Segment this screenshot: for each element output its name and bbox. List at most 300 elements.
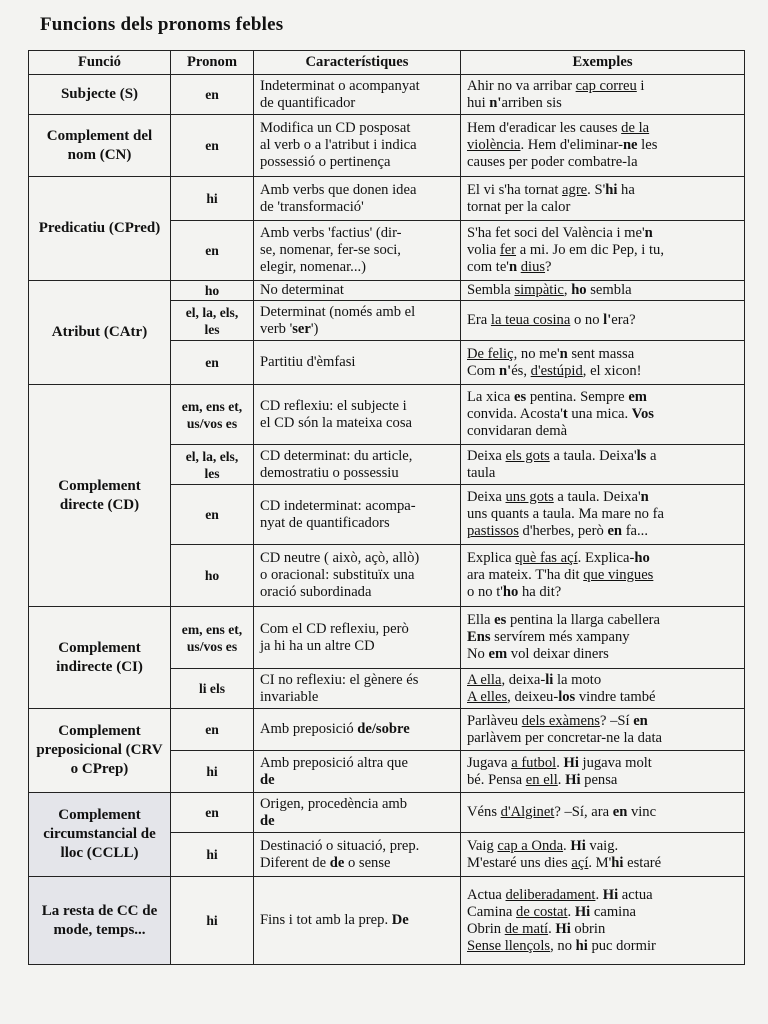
text-segment: o sense <box>344 854 391 871</box>
text-segment: CD determinat: du article, <box>260 447 413 464</box>
text-segment: oració subordinada <box>260 584 372 600</box>
text-segment: Obrin <box>467 920 505 937</box>
underlined-segment: pastissos <box>467 523 519 539</box>
text-segment: Amb preposició altra que <box>260 754 408 771</box>
text-line <box>260 796 454 813</box>
text-line <box>260 755 454 772</box>
text-segment: convidaran demà <box>467 423 568 439</box>
text-segment: Véns <box>467 804 501 820</box>
text-segment: . Hem d'eliminar- <box>520 137 623 153</box>
function-cell: Subjecte (S) <box>29 75 171 115</box>
text-segment: obrin <box>570 920 606 937</box>
text-segment: Amb verbs que donen idea <box>260 181 417 198</box>
text-line <box>260 721 454 738</box>
bold-pronoun: hi <box>605 181 618 198</box>
text-line <box>467 629 738 646</box>
text-line <box>260 550 454 567</box>
text-segment: CD indeterminat: acompa- <box>260 497 416 514</box>
text-segment: . <box>557 771 566 788</box>
underlined-segment: d'estúpid <box>530 362 583 379</box>
text-segment: Modifica un CD posposat <box>260 120 411 136</box>
bold-pronoun: Hi <box>602 886 619 903</box>
text-line <box>260 415 454 432</box>
text-line <box>260 772 454 789</box>
text-segment: demostratiu o possessiu <box>260 464 399 481</box>
text-segment: . <box>567 903 575 920</box>
text-line <box>260 855 454 872</box>
examples-cell <box>461 281 745 301</box>
characteristics-cell <box>254 115 461 177</box>
bold-pronoun: de <box>260 771 275 788</box>
text-segment: Jugava <box>467 754 512 771</box>
text-line <box>467 154 738 171</box>
examples-cell <box>461 545 745 607</box>
text-segment: , <box>563 282 572 298</box>
bold-pronoun: de/sobre <box>357 721 410 737</box>
text-segment: arriben sis <box>501 94 562 111</box>
text-segment: vindre també <box>575 688 656 705</box>
bold-pronoun: ls <box>636 447 647 464</box>
table-row <box>29 385 745 445</box>
text-segment: convida. Acosta' <box>467 406 563 422</box>
text-line <box>260 584 454 601</box>
text-line <box>467 389 738 406</box>
pronoun-functions-table <box>28 50 745 965</box>
bold-pronoun: Vos <box>631 406 654 422</box>
text-line <box>260 199 454 216</box>
text-line <box>260 304 454 321</box>
text-segment: ? <box>545 259 552 275</box>
text-line <box>260 225 454 242</box>
text-segment: o no t' <box>467 584 503 600</box>
text-line <box>260 120 454 137</box>
text-segment: Camina <box>467 903 517 920</box>
text-segment: El vi s'ha tornat <box>467 181 563 198</box>
pronoun-cell: em, ens et, us/vos es <box>171 607 254 669</box>
underlined-segment: açí <box>571 854 589 871</box>
examples-cell <box>461 445 745 485</box>
text-segment: Com el CD reflexiu, però <box>260 620 409 637</box>
bold-pronoun: ho <box>634 550 650 566</box>
underlined-segment: agre <box>562 181 588 198</box>
text-segment: . S' <box>587 181 606 198</box>
text-line <box>467 523 738 540</box>
text-line <box>467 804 738 821</box>
underlined-segment: fer <box>499 242 517 258</box>
text-line <box>467 921 738 938</box>
text-segment: el CD són la mateixa cosa <box>260 414 412 431</box>
characteristics-cell <box>254 607 461 669</box>
pronoun-cell: en <box>171 75 254 115</box>
text-line <box>260 689 454 706</box>
text-line <box>467 904 738 921</box>
pronoun-cell: hi <box>171 751 254 793</box>
characteristics-cell <box>254 669 461 709</box>
text-segment: com te' <box>467 259 509 275</box>
underlined-segment: A elles <box>467 688 508 705</box>
text-line <box>467 95 738 112</box>
text-line <box>260 912 454 929</box>
text-segment: invariable <box>260 688 319 705</box>
examples-cell <box>461 177 745 221</box>
text-line <box>260 621 454 638</box>
text-segment: actua <box>618 886 653 903</box>
text-segment: de 'transformació' <box>260 198 364 215</box>
pronoun-cell: en <box>171 221 254 281</box>
pronoun-cell: en <box>171 709 254 751</box>
text-segment: la moto <box>553 671 602 688</box>
underlined-segment: en ell <box>525 771 558 788</box>
characteristics-cell <box>254 301 461 341</box>
examples-cell <box>461 301 745 341</box>
underlined-segment: deliberadament <box>505 886 596 903</box>
bold-pronoun: Hi <box>555 920 571 937</box>
text-line <box>467 465 738 482</box>
characteristics-cell <box>254 833 461 877</box>
text-line <box>260 813 454 830</box>
text-segment: Hem d'eradicar les causes <box>467 120 622 136</box>
bold-pronoun: n <box>559 345 568 362</box>
text-segment: a taula. Deixa' <box>549 447 637 464</box>
text-segment: puc dormir <box>587 937 656 954</box>
characteristics-cell <box>254 751 461 793</box>
text-line <box>467 423 738 440</box>
pronoun-cell: en <box>171 115 254 177</box>
characteristics-cell <box>254 877 461 965</box>
text-line <box>467 225 738 242</box>
bold-pronoun: li <box>545 671 554 688</box>
text-segment: tornat per la calor <box>467 198 571 215</box>
bold-pronoun: t <box>562 406 568 422</box>
text-line <box>467 259 738 276</box>
text-segment: . <box>556 754 564 771</box>
text-line <box>467 772 738 789</box>
table-row <box>29 607 745 669</box>
text-segment: CD reflexiu: el subjecte i <box>260 397 407 414</box>
text-line <box>467 646 738 663</box>
page-title: Funcions dels pronoms febles <box>40 14 284 35</box>
text-line <box>467 612 738 629</box>
characteristics-cell <box>254 221 461 281</box>
text-segment: Amb verbs 'factius' (dir- <box>260 225 402 241</box>
bold-pronoun: hi <box>575 937 588 954</box>
text-line <box>260 838 454 855</box>
text-line <box>467 489 738 506</box>
text-segment: o oracional: substituïx una <box>260 567 415 583</box>
pronoun-cell: hi <box>171 177 254 221</box>
text-line <box>260 498 454 515</box>
text-line <box>260 137 454 154</box>
text-segment: ') <box>310 320 319 337</box>
examples-cell <box>461 75 745 115</box>
bold-pronoun: es <box>494 612 507 628</box>
bold-pronoun: Hi <box>565 771 581 788</box>
text-segment: vol deixar diners <box>507 646 609 662</box>
examples-cell <box>461 607 745 669</box>
text-line <box>260 567 454 584</box>
pronoun-cell: hi <box>171 833 254 877</box>
examples-cell <box>461 669 745 709</box>
function-cell: Complement directe (CD) <box>29 385 171 607</box>
header-pronom: Pronom <box>171 51 254 75</box>
characteristics-cell <box>254 709 461 751</box>
text-segment: Era <box>467 312 491 328</box>
text-segment: hui <box>467 94 490 111</box>
text-segment: Ella <box>467 612 495 628</box>
text-segment: ha dit? <box>518 584 562 600</box>
underlined-segment: de matí <box>504 920 549 937</box>
text-line <box>467 567 738 584</box>
text-line <box>467 242 738 259</box>
bold-pronoun: de <box>260 812 275 829</box>
pronoun-cell: hi <box>171 877 254 965</box>
text-segment: sembla <box>586 282 632 298</box>
text-segment: ha <box>617 181 635 198</box>
underlined-segment: cap a Onda <box>497 837 564 854</box>
text-segment: Parlàveu <box>467 712 522 729</box>
text-segment: era? <box>611 312 636 328</box>
text-segment: vaig. <box>585 837 619 854</box>
text-segment: Indeterminat o acompanyat <box>260 77 420 94</box>
text-line <box>260 78 454 95</box>
text-segment: sent massa <box>567 345 635 362</box>
text-line <box>467 120 738 137</box>
text-line <box>467 689 738 706</box>
text-line <box>260 95 454 112</box>
table-row <box>29 115 745 177</box>
pronoun-cell: em, ens et, us/vos es <box>171 385 254 445</box>
function-cell: Complement indirecte (CI) <box>29 607 171 709</box>
text-segment: elegir, nomenar...) <box>260 259 366 275</box>
text-segment: taula <box>467 464 496 481</box>
text-segment: ? –Sí <box>599 712 634 729</box>
text-line <box>467 182 738 199</box>
bold-pronoun: en <box>633 712 648 729</box>
text-segment: Actua <box>467 886 506 903</box>
header-caracteristiques: Característiques <box>254 51 461 75</box>
bold-pronoun: n' <box>499 362 512 379</box>
text-segment: possessió o pertinença <box>260 154 391 170</box>
text-segment: . M' <box>588 854 612 871</box>
underlined-segment: De feliç <box>467 345 514 362</box>
text-segment: . Explica- <box>577 550 635 566</box>
text-line <box>260 465 454 482</box>
text-segment: Diferent de <box>260 854 330 871</box>
bold-pronoun: ho <box>502 584 519 600</box>
characteristics-cell <box>254 485 461 545</box>
pronoun-cell: en <box>171 793 254 833</box>
characteristics-cell <box>254 545 461 607</box>
text-segment: verb ' <box>260 320 293 337</box>
underlined-segment: que vingues <box>583 567 654 583</box>
underlined-segment: de la <box>621 120 650 136</box>
bold-pronoun: l' <box>603 312 612 328</box>
bold-pronoun: em <box>488 646 508 662</box>
underlined-segment: dius <box>520 259 546 275</box>
pronoun-cell: li els <box>171 669 254 709</box>
examples-cell <box>461 485 745 545</box>
text-segment: vinc <box>627 804 657 820</box>
text-segment: i <box>636 77 645 94</box>
text-line <box>260 354 454 371</box>
text-segment: No <box>467 646 489 662</box>
text-segment: . <box>563 837 571 854</box>
text-segment: a <box>646 447 657 464</box>
header-funcio: Funció <box>29 51 171 75</box>
pronoun-cell: ho <box>171 545 254 607</box>
characteristics-cell <box>254 281 461 301</box>
text-segment: pensa <box>580 771 618 788</box>
bold-pronoun: ho <box>571 282 587 298</box>
text-segment: Determinat (només amb el <box>260 303 416 320</box>
examples-cell <box>461 115 745 177</box>
bold-pronoun: em <box>628 389 647 405</box>
pronoun-cell: el, la, els, les <box>171 445 254 485</box>
pronoun-cell: en <box>171 485 254 545</box>
text-line <box>467 312 738 329</box>
underlined-segment: Sense llençols <box>467 937 551 954</box>
characteristics-cell <box>254 75 461 115</box>
text-line <box>260 448 454 465</box>
text-line <box>260 154 454 171</box>
text-line <box>467 838 738 855</box>
text-line <box>467 672 738 689</box>
text-segment: Fins i tot amb la prep. <box>260 912 392 928</box>
function-cell: Complement circumstancial de lloc (CCLL) <box>29 793 171 877</box>
text-segment: una mica. <box>567 406 632 422</box>
text-segment: Com <box>467 362 500 379</box>
text-line <box>467 406 738 423</box>
text-segment: camina <box>590 903 637 920</box>
text-segment: No determinat <box>260 282 344 298</box>
text-segment: , deixa- <box>501 671 546 688</box>
bold-pronoun: n' <box>489 94 502 111</box>
characteristics-cell <box>254 793 461 833</box>
bold-pronoun: n <box>508 259 518 275</box>
underlined-segment: els gots <box>505 447 550 464</box>
underlined-segment: de costat <box>516 903 568 920</box>
text-line <box>467 448 738 465</box>
text-segment: és, <box>511 362 531 379</box>
examples-cell <box>461 793 745 833</box>
text-segment: a taula. Deixa' <box>553 489 641 505</box>
table-row <box>29 793 745 833</box>
text-line <box>467 713 738 730</box>
bold-pronoun: los <box>558 688 576 705</box>
text-segment: CI no reflexiu: el gènere és <box>260 671 419 688</box>
bold-pronoun: es <box>514 389 527 405</box>
table-row <box>29 709 745 751</box>
function-cell: Predicatiu (CPred) <box>29 177 171 281</box>
text-segment: uns quants a taula. Ma mare no fa <box>467 506 664 522</box>
pronoun-cell: ho <box>171 281 254 301</box>
text-segment: parlàvem per concretar-ne la data <box>467 729 662 746</box>
underlined-segment: cap correu <box>575 77 637 94</box>
bold-pronoun: hi <box>611 854 624 871</box>
text-segment: jugava molt <box>578 754 652 771</box>
table-row <box>29 177 745 221</box>
text-segment: fa... <box>622 523 648 539</box>
text-segment: servírem més xampany <box>490 629 630 645</box>
underlined-segment: dels exàmens <box>521 712 600 729</box>
characteristics-cell <box>254 445 461 485</box>
bold-pronoun: Hi <box>563 754 579 771</box>
bold-pronoun: en <box>607 523 623 539</box>
bold-pronoun: n <box>644 225 653 241</box>
text-segment: , deixeu- <box>507 688 559 705</box>
underlined-segment: la teua cosina <box>490 312 571 328</box>
text-segment: o no <box>570 312 604 328</box>
examples-cell <box>461 709 745 751</box>
underlined-segment: A ella <box>467 671 502 688</box>
text-line <box>467 199 738 216</box>
text-segment: bé. Pensa <box>467 771 526 788</box>
pronoun-cell: el, la, els, les <box>171 301 254 341</box>
text-line <box>467 363 738 380</box>
header-exemples: Exemples <box>461 51 745 75</box>
bold-pronoun: n <box>640 489 649 505</box>
characteristics-cell <box>254 177 461 221</box>
text-line <box>467 755 738 772</box>
text-segment: les <box>637 137 658 153</box>
text-segment: La xica <box>467 389 514 405</box>
text-line <box>467 855 738 872</box>
text-segment: ? –Sí, ara <box>554 804 613 820</box>
text-line <box>467 346 738 363</box>
text-segment: pentina. Sempre <box>526 389 629 405</box>
function-cell: Atribut (CAtr) <box>29 281 171 385</box>
text-segment: , el xicon! <box>582 362 642 379</box>
text-segment: , no <box>550 937 576 954</box>
underlined-segment: a futbol <box>511 754 557 771</box>
text-line <box>260 638 454 655</box>
text-line <box>260 182 454 199</box>
text-segment: a mi. Jo em dic Pep, i tu, <box>516 242 664 258</box>
bold-pronoun: ser <box>292 320 311 337</box>
text-line <box>467 282 738 299</box>
table-row <box>29 877 745 965</box>
text-segment: d'herbes, però <box>518 523 608 539</box>
text-segment: al verb o a l'atribut i indica <box>260 137 417 153</box>
text-segment: . <box>595 886 603 903</box>
table-body <box>29 75 745 965</box>
text-segment: Deixa <box>467 489 506 505</box>
examples-cell <box>461 751 745 793</box>
bold-pronoun: Hi <box>570 837 586 854</box>
text-segment: , no me' <box>513 345 560 362</box>
text-segment: Vaig <box>467 837 498 854</box>
underlined-segment: d'Alginet <box>500 804 555 820</box>
underlined-segment: simpàtic <box>514 282 564 298</box>
text-line <box>260 515 454 532</box>
text-segment: Deixa <box>467 447 506 464</box>
text-segment: ja hi ha un altre CD <box>260 637 375 654</box>
bold-pronoun: en <box>612 804 628 820</box>
text-segment: . <box>548 920 556 937</box>
examples-cell <box>461 385 745 445</box>
text-segment: M'estaré uns dies <box>467 854 572 871</box>
text-segment: CD neutre ( això, açò, allò) <box>260 550 420 566</box>
text-segment: Sembla <box>467 282 515 298</box>
text-segment: Amb preposició <box>260 721 358 737</box>
examples-cell <box>461 221 745 281</box>
bold-pronoun: de <box>329 854 345 871</box>
text-line <box>467 78 738 95</box>
text-segment: causes per poder combatre-la <box>467 154 638 170</box>
text-line <box>260 398 454 415</box>
text-segment: Destinació o situació, prep. <box>260 837 420 854</box>
bold-pronoun: De <box>391 912 409 928</box>
